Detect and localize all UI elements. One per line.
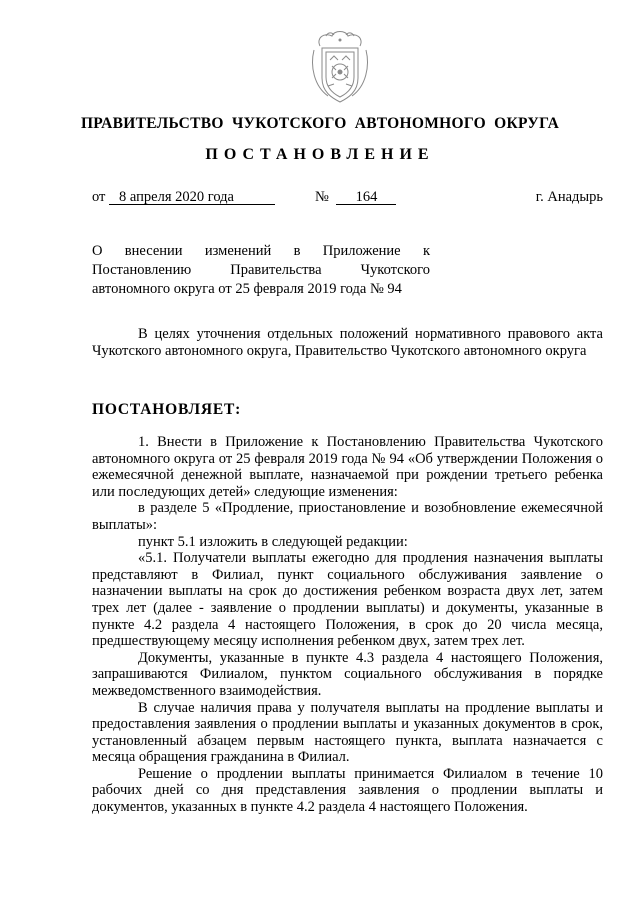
decree-word: ПОСТАНОВЛЯЕТ:: [92, 401, 242, 418]
number-prefix: №: [315, 189, 329, 205]
number-line: [315, 189, 396, 206]
paragraph-7: Решение о продлении выплаты принимается Филиалом в течение 10 рабочих дней со дня представления заявления о продлении выплаты и документов, указанных в пункте 4.2 раздела 4 настоящего Положения.: [92, 765, 603, 816]
document-city: г. Анадырь: [535, 189, 603, 205]
document-number: 164: [336, 190, 396, 205]
organization-title: ПРАВИТЕЛЬСТВО ЧУКОТСКОГО АВТОНОМНОГО ОКРУГА: [80, 115, 560, 132]
date-prefix: от: [92, 189, 106, 205]
date-line: [92, 189, 275, 206]
document-subject: О внесении изменений в Приложение к Постановлению Правительства Чукотского автономного округа от 25 февраля 2019 года № 94: [92, 243, 430, 297]
decree-body: [92, 434, 603, 816]
paragraph-6: В случае наличия права у получателя выплаты на продление выплаты и предоставления заявления о продлении выплаты и указанных документов в срок, установленный абзацем первым настоящего пункта, выплата назначается с месяца обращения гражданина в Филиал.: [92, 699, 603, 766]
coat-of-arms-emblem: [308, 26, 372, 108]
paragraph-4: «5.1. Получатели выплаты ежегодно для продления назначения выплаты представляют в Филиал, пункт социального обслуживания заявление о назначении выплаты на срок до достижения ребенком возраста двух лет, затем трех лет (далее - заявление о продлении выплаты) и документы, указанные в пункте 4.2 раздела 4 настоящего Положения, в срок до 20 числа месяца, предшествующему месяцу исполнения ребенком двух, затем трех лет.: [92, 550, 603, 650]
preamble: [92, 326, 603, 359]
paragraph-5: Документы, указанные в пункте 4.3 раздела 4 настоящего Положения, запрашиваются Филиалом, пунктом социального обслуживания в порядке межведомственного взаимодействия.: [92, 649, 603, 699]
document-date: 8 апреля 2020 года: [109, 190, 275, 205]
paragraph-2: в разделе 5 «Продление, приостановление и возобновление ежемесячной выплаты»:: [92, 500, 603, 533]
document-type-title: ПОСТАНОВЛЕНИЕ: [205, 146, 435, 163]
paragraph-3: пункт 5.1 изложить в следующей редакции:: [138, 533, 408, 550]
preamble-text: В целях уточнения отдельных положений нормативного правового акта Чукотского автономного округа, Правительство Чукотского автономного округа: [92, 326, 603, 359]
paragraph-1: 1. Внести в Приложение к Постановлению Правительства Чукотского автономного округа от 25 февраля 2019 года № 94 «Об утверждении Положения о ежемесячной денежной выплате, назначаемой при рождении третьего ребенка или последующих детей» следующие изменения:: [92, 434, 603, 500]
